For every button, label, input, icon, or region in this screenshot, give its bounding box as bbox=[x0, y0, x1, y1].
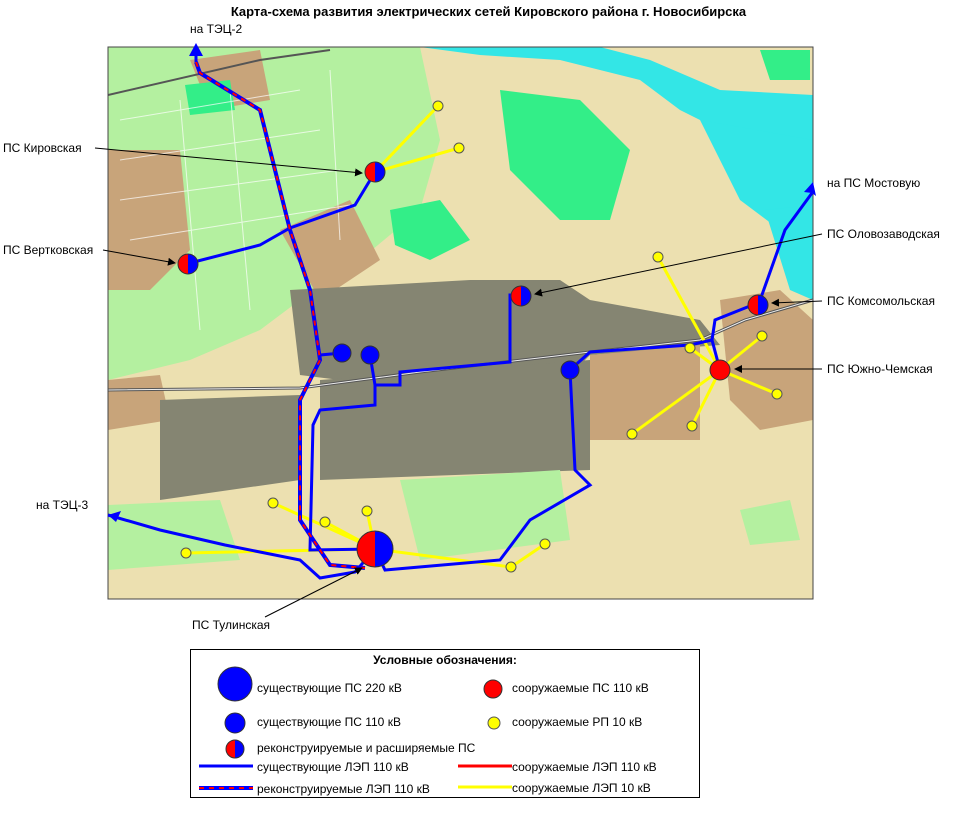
ps-110-existing-3[interactable] bbox=[561, 361, 579, 379]
label-tulinskaya: ПС Тулинская bbox=[192, 618, 271, 632]
ps-110-existing-2[interactable] bbox=[361, 346, 379, 364]
legend-ps110-existing-label: существующие ПС 110 кВ bbox=[257, 715, 401, 729]
ps-olovozavodskaya[interactable] bbox=[511, 286, 531, 306]
label-tec2: на ТЭЦ-2 bbox=[190, 22, 243, 36]
legend-ps220-icon bbox=[217, 666, 253, 702]
ps-tulinskaya[interactable] bbox=[357, 531, 393, 567]
legend-lep10-icon bbox=[456, 782, 514, 792]
legend bbox=[190, 649, 700, 798]
label-vertkovskaya: ПС Вертковская bbox=[3, 243, 94, 257]
legend-rp10-icon bbox=[486, 715, 502, 731]
ps-vertkovskaya[interactable] bbox=[178, 254, 198, 274]
ps-komsomolskaya[interactable] bbox=[748, 295, 768, 315]
legend-lep110-new-icon bbox=[456, 761, 514, 771]
legend-lep110-new-label: сооружаемые ЛЭП 110 кВ bbox=[512, 760, 657, 774]
ps-110-existing-1[interactable] bbox=[333, 344, 351, 362]
label-komsomolskaya: ПС Комсомольская bbox=[827, 294, 935, 308]
legend-rp10-label: сооружаемые РП 10 кВ bbox=[512, 715, 643, 729]
legend-lep10-label: сооружаемые ЛЭП 10 кВ bbox=[512, 781, 651, 795]
label-olovozavodskaya: ПС Оловозаводская bbox=[827, 227, 940, 241]
legend-ps-reconstructed-icon bbox=[224, 738, 246, 760]
ps-yuzhno-chemskaya[interactable] bbox=[710, 360, 730, 380]
legend-ps110-new-label: сооружаемые ПС 110 кВ bbox=[512, 681, 649, 695]
map-base bbox=[108, 47, 813, 599]
legend-lep110-reconstructed-label: реконструируемые ЛЭП 110 кВ bbox=[257, 782, 430, 796]
legend-lep110-existing-icon bbox=[197, 761, 255, 771]
legend-lep110-existing-label: существующие ЛЭП 110 кВ bbox=[257, 760, 409, 774]
legend-ps-reconstructed-label: реконструируемые и расширяемые ПС bbox=[257, 741, 476, 755]
label-mostovaya: на ПС Мостовую bbox=[827, 176, 921, 190]
legend-ps110-new-icon bbox=[482, 678, 504, 700]
label-yuzhno-chemskaya: ПС Южно-Чемская bbox=[827, 362, 933, 376]
ps-kirovskaya[interactable] bbox=[365, 162, 385, 182]
label-tec3: на ТЭЦ-3 bbox=[36, 498, 89, 512]
legend-title: Условные обозначения: bbox=[373, 653, 517, 667]
legend-ps220-label: существующие ПС 220 кВ bbox=[257, 681, 402, 695]
label-kirovskaya: ПС Кировская bbox=[3, 141, 82, 155]
map-title: Карта-схема развития электрических сетей Кировского района г. Новосибирска bbox=[230, 4, 747, 19]
legend-lep110-reconstructed-icon bbox=[197, 783, 255, 793]
legend-ps110-existing-icon bbox=[223, 711, 247, 735]
